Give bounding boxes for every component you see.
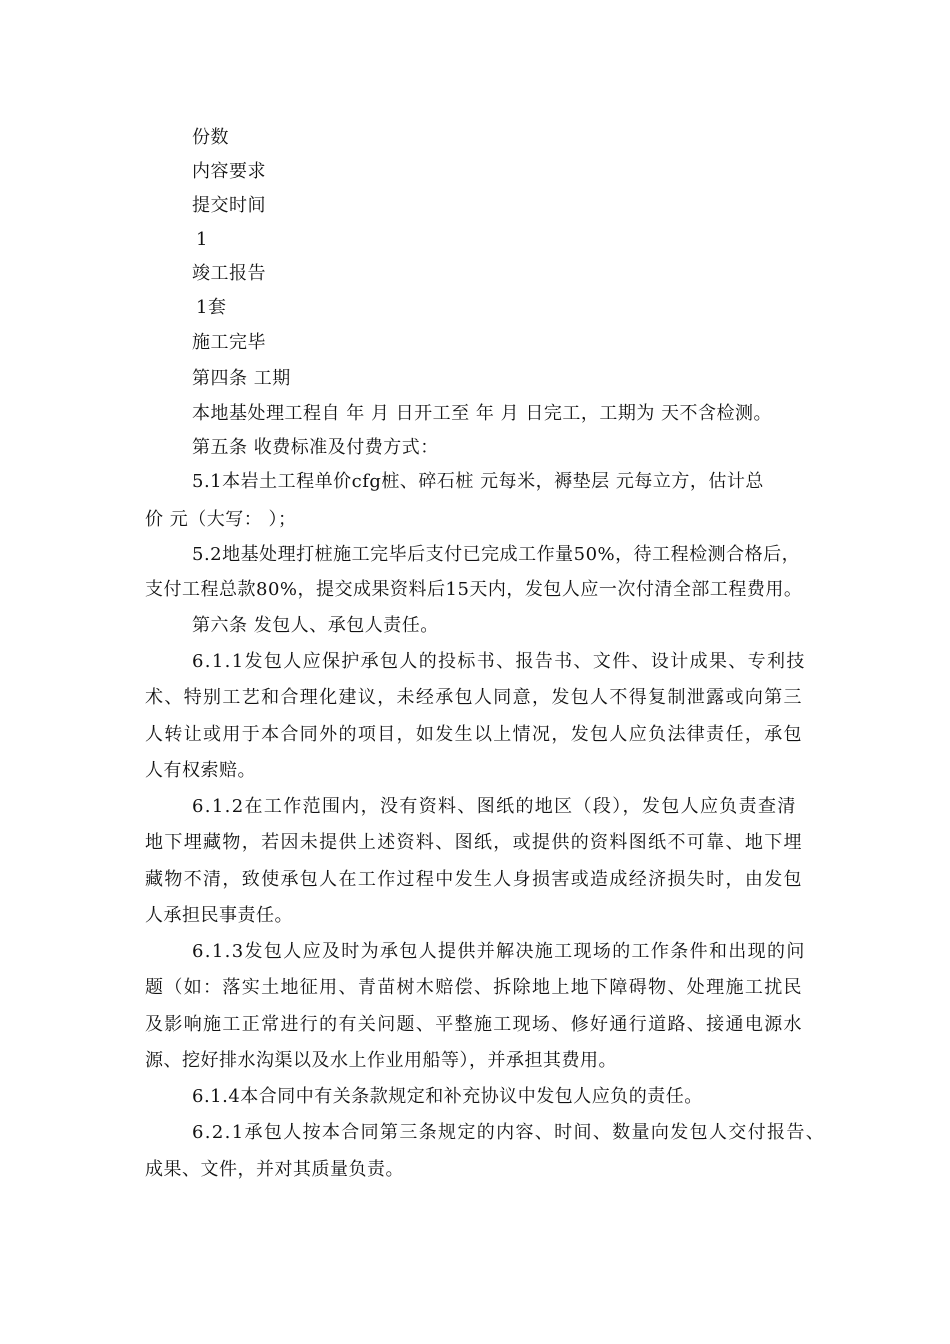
clause-614: 6.1.4本合同中有关条款规定和补充协议中发包人应负的责任。 (192, 1086, 703, 1107)
table-cell-copies-header: 份数 (192, 127, 229, 148)
article5-clause2-line1: 5.2地基处理打桩施工完毕后支付已完成工作量50%，待工程检测合格后， (192, 544, 801, 565)
clause-613-line: 及影响施工正常进行的有关问题、平整施工现场、修好通行道路、接通电源水 (145, 1014, 803, 1035)
article5-clause2-line2: 支付工程总款80%，提交成果资料后15天内，发包人应一次付清全部工程费用。 (145, 579, 803, 600)
clause-613-line: 6.1.3发包人应及时为承包人提供并解决施工现场的工作条件和出现的问 (192, 941, 806, 962)
clause-611-line: 人有权索赔。 (145, 760, 256, 781)
clause-612-line: 人承担民事责任。 (145, 905, 293, 926)
table-cell-content-header: 内容要求 (192, 161, 266, 182)
table-cell-row-number: 1 (196, 229, 208, 250)
article6-heading: 第六条 发包人、承包人责任。 (192, 615, 439, 636)
clause-621-line: 成果、文件，并对其质量负责。 (145, 1159, 404, 1180)
table-cell-time-header: 提交时间 (192, 195, 266, 216)
article5-clause1-line1: 5.1本岩土工程单价cfg桩、碎石桩 元每米，褥垫层 元每立方，估计总 (192, 471, 764, 492)
clause-612-line: 6.1.2在工作范围内，没有资料、图纸的地区（段），发包人应负责查清 (192, 796, 797, 817)
table-cell-copies-value: 1套 (196, 297, 227, 318)
clause-611-line: 人转让或用于本合同外的项目，如发生以上情况，发包人应负法律责任，承包 (145, 724, 803, 745)
clause-621-line: 6.2.1承包人按本合同第三条规定的内容、时间、数量向发包人交付报告、 (192, 1122, 826, 1143)
clause-611-line: 6.1.1发包人应保护承包人的投标书、报告书、文件、设计成果、专利技 (192, 651, 806, 672)
clause-613-line: 源、挖好排水沟渠以及水上作业用船等），并承担其费用。 (145, 1050, 617, 1071)
clause-611-line: 术、特别工艺和合理化建议，未经承包人同意，发包人不得复制泄露或向第三 (145, 687, 803, 708)
clause-612-line: 藏物不清，致使承包人在工作过程中发生人身损害或造成经济损失时，由发包 (145, 869, 803, 890)
article5-heading: 第五条 收费标准及付费方式： (192, 437, 439, 458)
clause-613-line: 题（如：落实土地征用、青苗树木赔偿、拆除地上地下障碍物、处理施工扰民 (145, 977, 803, 998)
article4-heading: 第四条 工期 (192, 368, 291, 389)
article5-clause1-line2: 价 元（大写： ）； (145, 509, 297, 530)
table-cell-report-name: 竣工报告 (192, 263, 266, 284)
clause-612-line: 地下埋藏物，若因未提供上述资料、图纸，或提供的资料图纸不可靠、地下埋 (145, 832, 803, 853)
table-cell-time-value: 施工完毕 (192, 332, 266, 353)
article4-text: 本地基处理工程自 年 月 日开工至 年 月 日完工，工期为 天不含检测。 (192, 403, 773, 424)
